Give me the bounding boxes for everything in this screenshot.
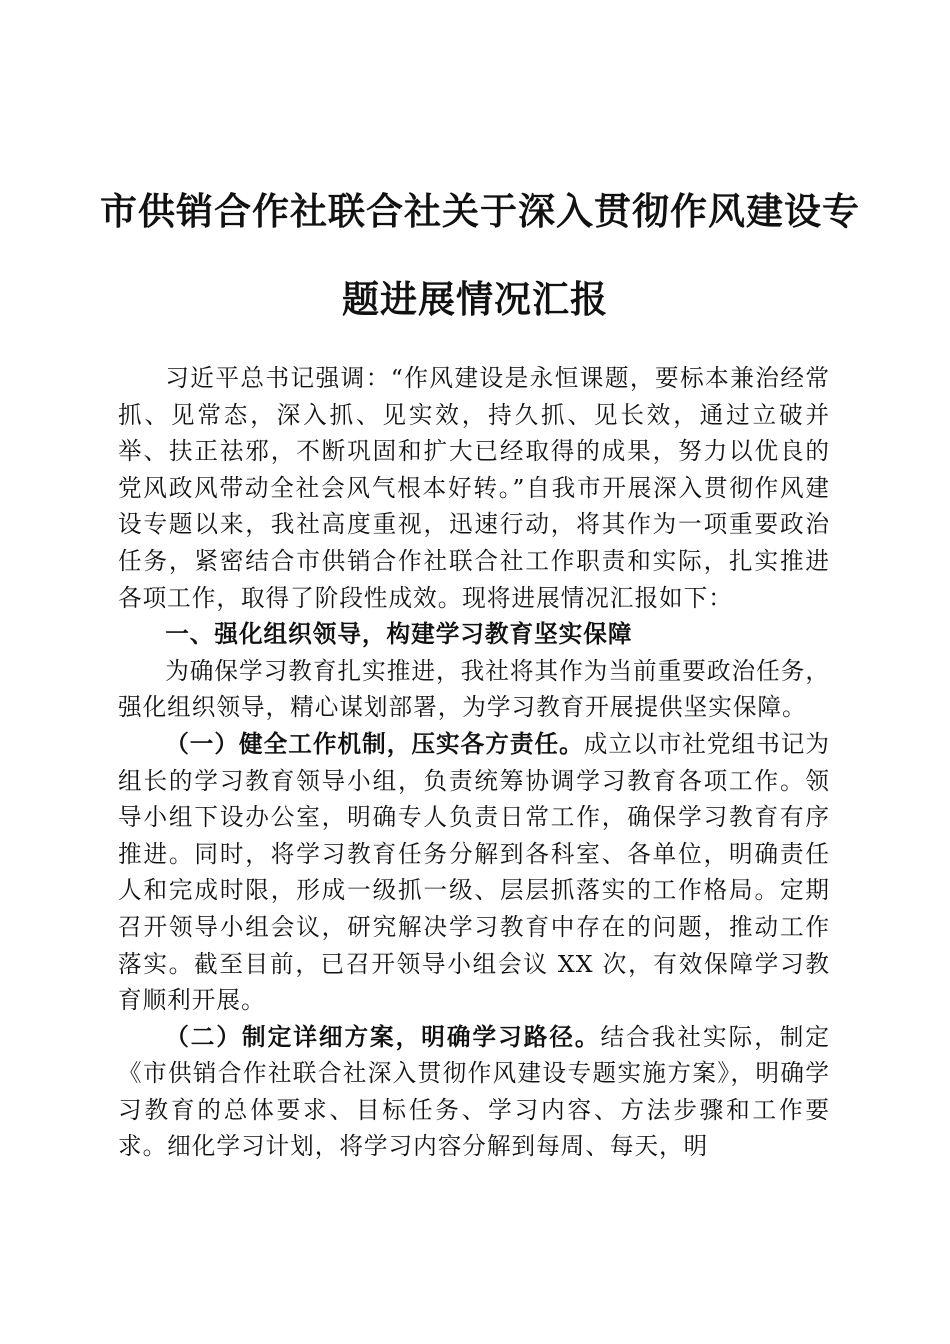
item-1-lead: （一）健全工作机制，压实各方责任。	[165, 729, 584, 758]
section-1-intro: 为确保学习教育扎实推进，我社将其作为当前重要政治任务，强化组织领导，精心谋划部署，为学习教育开展提供坚实保障。	[118, 656, 830, 722]
section-1-item-2	[118, 1019, 830, 1165]
document-title	[100, 168, 860, 344]
document-body	[118, 360, 830, 1165]
item-1-text: 成立以市社党组书记为组长的学习教育领导小组，负责统筹协调学习教育各项工作。领导小组下设办公室，明确专人负责日常工作，确保学习教育有序推进。同时，将学习教育任务分解到各科室、各单位，明确责任人和完成时限，形成一级抓一级、层层抓落实的工作格局。定期召开领导小组会议，研究解决学习教育中存在的问题，推动工作落实。截至目前，已召开领导小组会议 XX 次，有效保障学习教育顺利开展。	[118, 729, 831, 1015]
title-line-1: 市供销合作社联合社关于深入贯彻作风建设专	[100, 190, 860, 233]
section-1-heading: 一、强化组织领导，构建学习教育坚实保障	[165, 620, 633, 649]
item-2-lead: （二）制定详细方案，明确学习路径。	[165, 1022, 601, 1051]
title-line-2: 题进展情况汇报	[342, 278, 608, 321]
item-2-text: 结合我社实际，制定《市供销合作社联合社深入贯彻作风建设专题实施方案》，明确学习教育的总体要求、目标任务、学习内容、方法步骤和工作要求。细化学习计划，将学习内容分解到每周、每天，明	[118, 1022, 831, 1161]
section-1-item-1	[118, 726, 830, 1019]
intro-paragraph: 习近平总书记强调：“作风建设是永恒课题，要标本兼治经常抓、见常态，深入抓、见实效，持久抓、见长效，通过立破并举、扶正祛邪，不断巩固和扩大已经取得的成果，努力以优良的党风政风带动全社会风气根本好转。”自我市开展深入贯彻作风建设专题以来，我社高度重视，迅速行动，将其作为一项重要政治任务，紧密结合市供销合作社联合社工作职责和实际，扎实推进各项工作，取得了阶段性成效。现将进展情况汇报如下：	[118, 364, 830, 612]
